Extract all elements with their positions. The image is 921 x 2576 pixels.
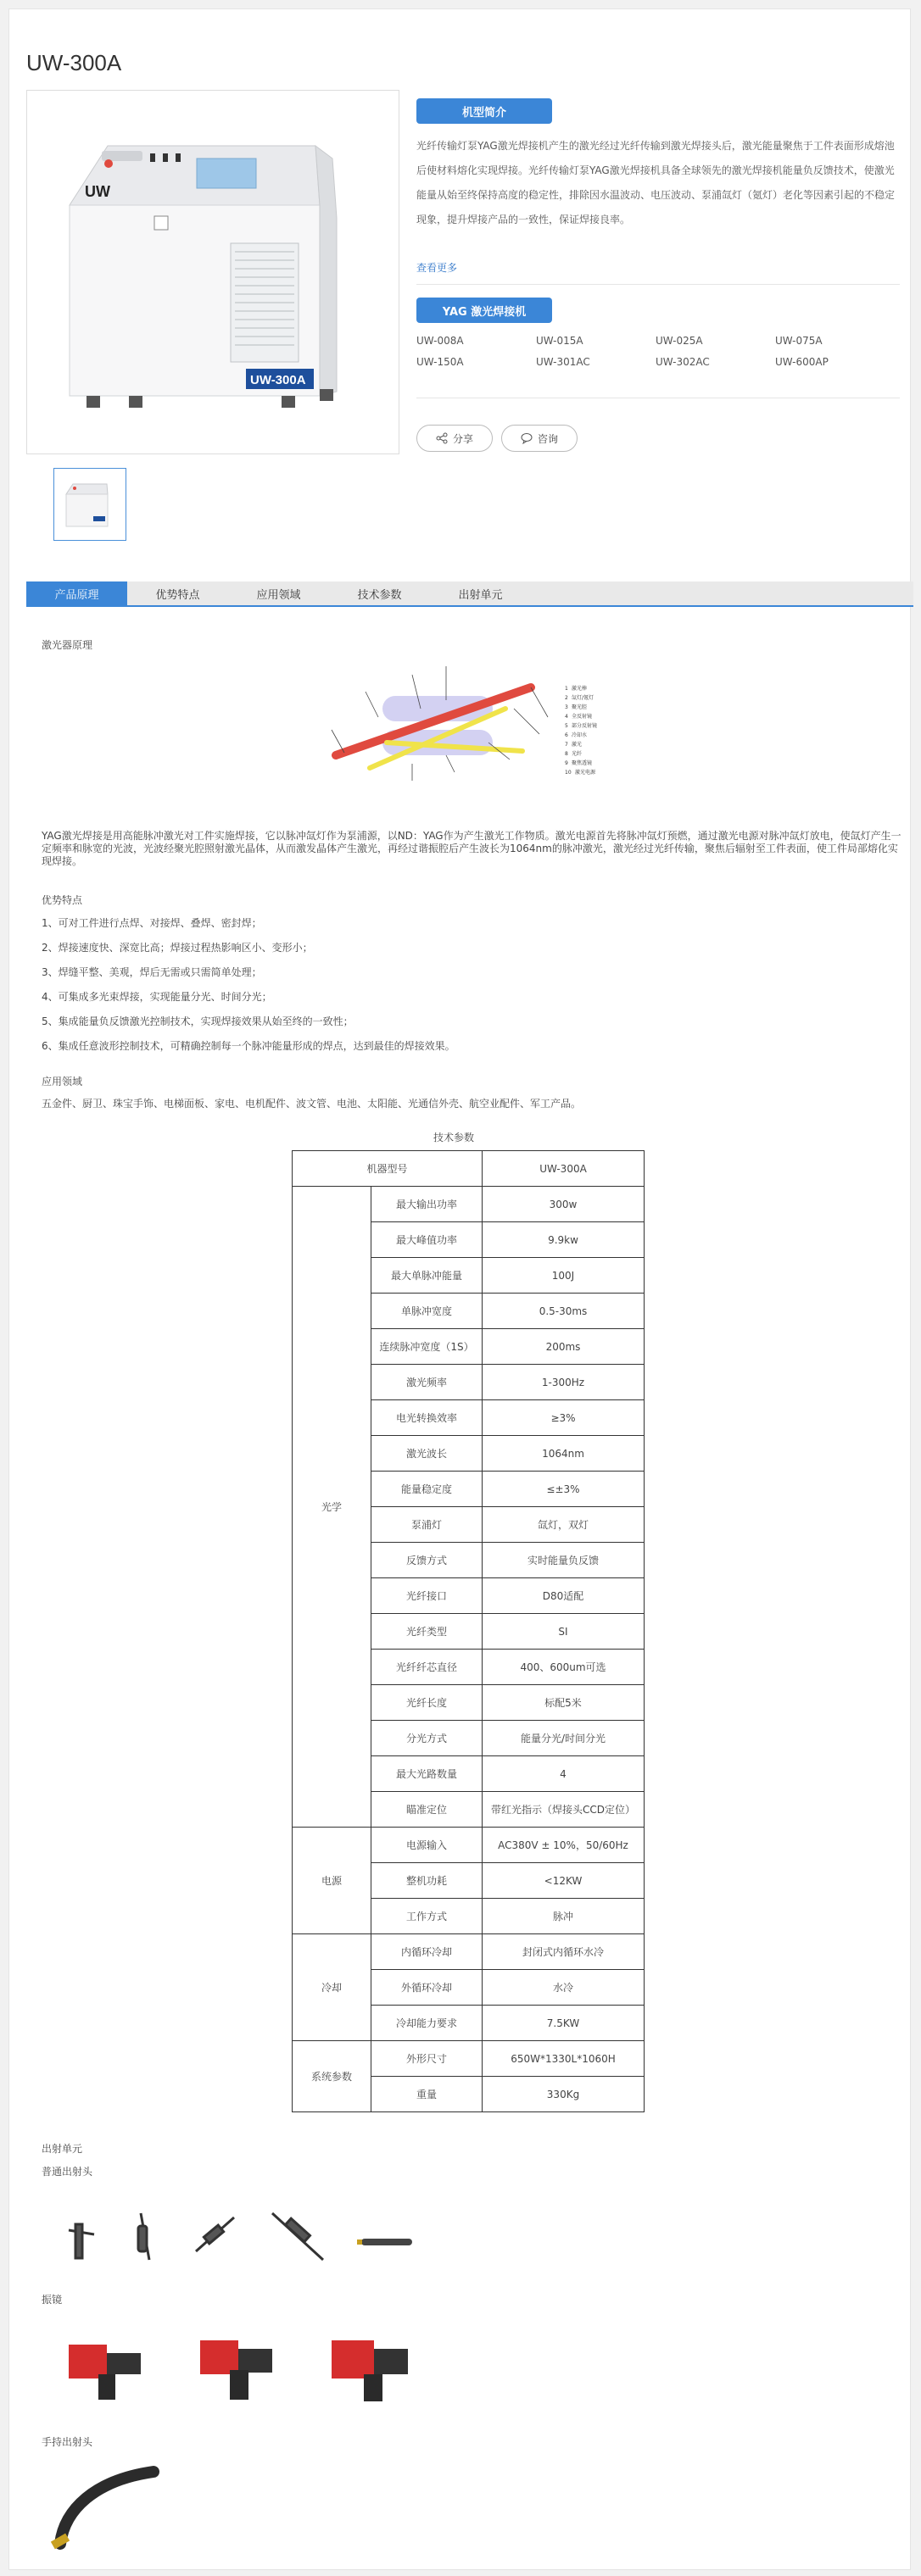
svg-text:1: 1 [565, 686, 568, 692]
model-link[interactable]: UW-302AC [656, 356, 710, 368]
tech-spec-table [292, 1150, 645, 2112]
legend-item: 聚光腔 [572, 704, 588, 710]
output-head-icon [52, 2200, 433, 2268]
tab-bar [26, 581, 913, 607]
table-value-cell: ≤±3% [483, 1472, 645, 1507]
advantage-item: 4、可集成多光束焊接，实现能量分光、时间分光； [42, 991, 272, 1003]
table-param-cell: 外循环冷却 [371, 1970, 483, 2006]
table-row [293, 2041, 645, 2077]
table-value-cell: 200ms [483, 1329, 645, 1365]
consult-label: 咨询 [537, 432, 558, 445]
model-link[interactable]: UW-008A [416, 335, 464, 347]
table-value-cell: 100J [483, 1258, 645, 1294]
table-value-cell: 300w [483, 1187, 645, 1222]
principle-label: 激光器原理 [42, 639, 93, 651]
tab-tech-specs[interactable]: 技术参数 [357, 588, 402, 602]
tab-output-units[interactable]: 出射单元 [458, 588, 503, 602]
table-param-cell: 能量稳定度 [371, 1472, 483, 1507]
normal-heads-images [52, 2200, 433, 2268]
advantages-list [42, 915, 455, 1063]
table-value-cell: 脉冲 [483, 1899, 645, 1934]
table-value-cell: 实时能量负反馈 [483, 1543, 645, 1578]
table-value-cell: AC380V ± 10%，50/60Hz [483, 1828, 645, 1863]
model-link[interactable]: UW-150A [416, 356, 464, 368]
table-row [293, 1151, 645, 1187]
product-thumbnail[interactable] [53, 468, 126, 541]
model-link[interactable]: UW-075A [775, 335, 823, 347]
legend-item: 部分反射镜 [572, 723, 598, 729]
svg-text:3: 3 [565, 704, 568, 710]
laser-principle-diagram [319, 658, 624, 793]
galvo-label: 振镜 [42, 2294, 63, 2306]
table-param-cell: 电光转换效率 [371, 1400, 483, 1436]
tab-advantages[interactable]: 优势特点 [155, 588, 200, 602]
table-value-cell: 氙灯，双灯 [483, 1507, 645, 1543]
output-label: 出射单元 [42, 2143, 83, 2155]
legend-item: 激光 [572, 742, 583, 748]
table-param-cell: 重量 [371, 2077, 483, 2112]
svg-text:6: 6 [565, 732, 568, 738]
table-param-cell: 反馈方式 [371, 1543, 483, 1578]
table-param-cell: 整机功耗 [371, 1863, 483, 1899]
legend-item: 光纤 [572, 751, 583, 757]
legend-item: 全反射镜 [572, 714, 593, 720]
galvo-images [52, 2328, 433, 2408]
handheld-head-icon [43, 2459, 179, 2552]
handheld-label: 手持出射头 [42, 2436, 93, 2448]
advantage-item: 3、焊缝平整、美观，焊后无需或只需简单处理； [42, 966, 262, 978]
svg-text:8: 8 [565, 751, 568, 757]
model-link[interactable]: UW-301AC [536, 356, 590, 368]
table-param-cell: 最大峰值功率 [371, 1222, 483, 1258]
normal-heads-label: 普通出射头 [42, 2166, 93, 2178]
table-value-cell: 1-300Hz [483, 1365, 645, 1400]
svg-text:UW: UW [85, 183, 110, 200]
advantage-item: 2、焊接速度快、深宽比高；焊接过程热影响区小、变形小； [42, 942, 313, 954]
table-value-cell: 7.5KW [483, 2006, 645, 2041]
table-param-cell: 最大输出功率 [371, 1187, 483, 1222]
model-list [416, 335, 900, 368]
consult-button[interactable] [501, 425, 578, 452]
view-more-link[interactable]: 查看更多 [416, 262, 458, 274]
legend-item: 激光电源 [575, 770, 596, 776]
table-value-cell: 带红光指示（焊接头CCD定位） [483, 1792, 645, 1828]
share-label: 分享 [452, 432, 473, 445]
table-value-cell: D80适配 [483, 1578, 645, 1614]
chat-icon [521, 432, 533, 444]
advantage-item: 6、集成任意波形控制技术，可精确控制每一个脉冲能量形成的焊点，达到最佳的焊接效果。 [42, 1040, 455, 1052]
share-icon [436, 432, 448, 444]
table-param-cell: 光纤纤芯直径 [371, 1650, 483, 1685]
table-param-cell: 最大单脉冲能量 [371, 1258, 483, 1294]
galvo-head-icon [52, 2328, 433, 2408]
table-value-cell: 4 [483, 1756, 645, 1792]
table-value-cell: 400、600um可选 [483, 1650, 645, 1685]
advantage-item: 5、集成能量负反馈激光控制技术，实现焊接效果从始至终的一致性； [42, 1015, 354, 1027]
table-param-cell: 瞄准定位 [371, 1792, 483, 1828]
table-param-cell: 激光波长 [371, 1436, 483, 1472]
table-param-cell: 外形尺寸 [371, 2041, 483, 2077]
applications-text: 五金件、厨卫、珠宝手饰、电梯面板、家电、电机配件、波文管、电池、太阳能、光通信外壳、航空业配件、军工产品。 [42, 1098, 582, 1110]
table-row [293, 1828, 645, 1863]
handheld-image [43, 2459, 179, 2552]
tab-applications[interactable]: 应用领域 [256, 588, 301, 602]
table-value-cell: ≥3% [483, 1400, 645, 1436]
svg-text:4: 4 [565, 714, 568, 720]
table-header-cell: 机器型号 [293, 1151, 483, 1187]
intro-text: 光纤传输灯泵YAG激光焊接机产生的激光经过光纤传输到激光焊接头后，激光能量聚焦于工件表面形成熔池后使材料熔化实现焊接。光纤传输灯泵YAG激光焊接机具备全球领先的激光焊接机能量负反馈技术，使激光能量从始至终保持高度的稳定性，排除因水温波动、电压波动、泵浦氙灯（氪灯）老化等因素引起的不稳定现象，提升焊接产品的一致性，保证焊接良率。 [416, 140, 896, 225]
applications-label: 应用领域 [42, 1076, 83, 1088]
table-value-cell: 标配5米 [483, 1685, 645, 1721]
model-link[interactable]: UW-600AP [775, 356, 829, 368]
laser-cavity-diagram-icon [319, 658, 624, 793]
table-param-cell: 冷却能力要求 [371, 2006, 483, 2041]
table-param-cell: 分光方式 [371, 1721, 483, 1756]
table-param-cell: 光纤长度 [371, 1685, 483, 1721]
table-value-cell: 封闭式内循环水冷 [483, 1934, 645, 1970]
page-title: UW-300A [26, 50, 122, 75]
table-row [293, 1187, 645, 1222]
page [8, 8, 911, 2570]
model-link[interactable]: UW-015A [536, 335, 583, 347]
thumbnail-machine-icon [54, 469, 126, 540]
series-tag: YAG 激光焊接机 [416, 298, 552, 323]
model-link[interactable]: UW-025A [656, 335, 703, 347]
table-param-cell: 光纤类型 [371, 1614, 483, 1650]
table-group-cell: 光学 [293, 1187, 371, 1828]
machine-label: UW-300A [250, 373, 306, 387]
table-value-cell: 650W*1330L*1060H [483, 2041, 645, 2077]
table-group-cell: 电源 [293, 1828, 371, 1934]
intro-tag: 机型简介 [416, 98, 552, 124]
svg-text:10: 10 [565, 770, 572, 776]
table-param-cell: 激光频率 [371, 1365, 483, 1400]
table-value-cell: 能量分光/时间分光 [483, 1721, 645, 1756]
table-value-cell: 0.5-30ms [483, 1294, 645, 1329]
table-param-cell: 单脉冲宽度 [371, 1294, 483, 1329]
table-param-cell: 最大光路数量 [371, 1756, 483, 1792]
share-button[interactable] [416, 425, 493, 452]
tech-caption: 技术参数 [433, 1132, 475, 1143]
advantage-item: 1、可对工件进行点焊、对接焊、叠焊、密封焊； [42, 917, 262, 929]
table-value-cell: <12KW [483, 1863, 645, 1899]
svg-text:2: 2 [565, 695, 568, 701]
table-header-cell: UW-300A [483, 1151, 645, 1187]
legend-item: 激光棒 [572, 686, 588, 692]
table-param-cell: 连续脉冲宽度（1S） [371, 1329, 483, 1365]
principle-text: YAG激光焊接是用高能脉冲激光对工件实施焊接，它以脉冲氙灯作为泵浦源，以ND：YAG作为产生激光工作物质。激光电源首先将脉冲氙灯预燃，通过激光电源对脉冲氙灯放电，使氙灯产生一定频率和脉宽的光波，光波经聚光腔照射激光晶体，从而激发晶体产生激光，再经过谐振腔后产生波长为1064nm的脉冲激光，激光经过光纤传输，聚焦后辐射至工件表面，使工件局部熔化实现焊接。 [42, 830, 901, 867]
table-value-cell: SI [483, 1614, 645, 1650]
advantages-label: 优势特点 [42, 894, 83, 906]
legend-item: 氙灯/氪灯 [572, 695, 594, 701]
table-row [293, 1934, 645, 1970]
table-param-cell: 泵浦灯 [371, 1507, 483, 1543]
table-value-cell: 330Kg [483, 2077, 645, 2112]
table-value-cell: 水冷 [483, 1970, 645, 2006]
legend-item: 聚焦透镜 [572, 760, 593, 766]
table-group-cell: 冷却 [293, 1934, 371, 2041]
main-product-image[interactable] [26, 90, 399, 454]
laser-welder-machine-icon [27, 91, 399, 453]
table-value-cell: 9.9kw [483, 1222, 645, 1258]
table-group-cell: 系统参数 [293, 2041, 371, 2112]
table-param-cell: 工作方式 [371, 1899, 483, 1934]
svg-text:9: 9 [565, 760, 568, 766]
svg-text:7: 7 [565, 742, 568, 748]
table-param-cell: 内循环冷却 [371, 1934, 483, 1970]
divider [416, 284, 900, 285]
legend-item: 冷却水 [572, 732, 588, 738]
table-param-cell: 电源输入 [371, 1828, 483, 1863]
svg-text:5: 5 [565, 723, 568, 729]
table-param-cell: 光纤接口 [371, 1578, 483, 1614]
tab-principle[interactable]: 产品原理 [26, 581, 127, 605]
table-value-cell: 1064nm [483, 1436, 645, 1472]
